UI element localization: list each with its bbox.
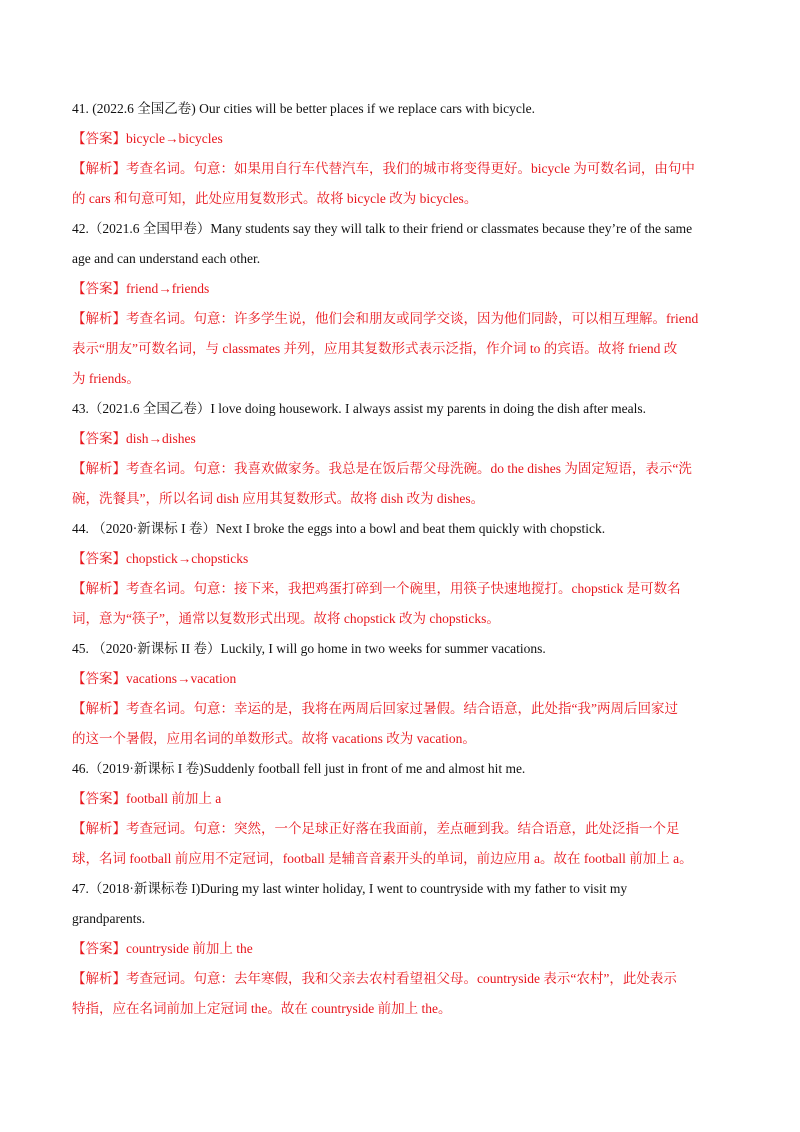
- question-block-41: [72, 94, 732, 214]
- question-47: [72, 874, 732, 934]
- explanation-45: [72, 694, 732, 754]
- explanation-46: [72, 814, 732, 874]
- question-41: [72, 94, 732, 124]
- question-block-47: [72, 874, 732, 1024]
- question-line: 43.（2021.6 全国乙卷）I love doing housework. I always assist my parents in doing the dish after meals.: [72, 401, 647, 416]
- explanation-line: 【解析】考查名词。句意：许多学生说，他们会和朋友或同学交谈，因为他们同龄，可以相互理解。friend: [72, 311, 699, 326]
- answer-44: 【答案】chopstick→chopsticks: [72, 551, 249, 566]
- explanation-44: [72, 574, 732, 634]
- question-46: [72, 754, 732, 784]
- question-block-42: [72, 214, 732, 394]
- explanation-line: 的 cars 和句意可知，此处应用复数形式。故将 bicycle 改为 bicycles。: [72, 191, 478, 206]
- question-line: 45. （2020·新课标 II 卷）Luckily, I will go home in two weeks for summer vacations.: [72, 641, 546, 656]
- explanation-line: 【解析】考查冠词。句意：去年寒假，我和父亲去农村看望祖父母。countryside 表示“农村”，此处表示: [72, 971, 677, 986]
- question-line: 41. (2022.6 全国乙卷) Our cities will be better places if we replace cars with bicycle.: [72, 101, 535, 116]
- explanation-line: 特指，应在名词前加上定冠词 the。故在 countryside 前加上 the。: [72, 1001, 452, 1016]
- question-line: 42.（2021.6 全国甲卷）Many students say they will talk to their friend or classmates because they’re of the same: [72, 221, 693, 236]
- answer-47: 【答案】countryside 前加上 the: [72, 941, 253, 956]
- question-line: 47.（2018·新课标卷 I)During my last winter holiday, I went to countryside with my father to visit my: [72, 881, 628, 896]
- explanation-line: 【解析】考查名词。句意：如果用自行车代替汽车，我们的城市将变得更好。bicycle 为可数名词，由句中: [72, 161, 695, 176]
- explanation-line: 的这一个暑假，应用名词的单数形式。故将 vacations 改为 vacation。: [72, 731, 476, 746]
- question-line: age and can understand each other.: [72, 251, 261, 266]
- explanation-line: 碗，洗餐具”，所以名词 dish 应用其复数形式。故将 dish 改为 dishes。: [72, 491, 485, 506]
- answer-43: 【答案】dish→dishes: [72, 431, 196, 446]
- explanation-47: [72, 964, 732, 1024]
- question-43: [72, 394, 732, 424]
- explanation-43: [72, 454, 732, 514]
- answer-46: 【答案】football 前加上 a: [72, 791, 222, 806]
- explanation-line: 【解析】考查冠词。句意：突然，一个足球正好落在我面前，差点砸到我。结合语意，此处泛指一个足: [72, 821, 680, 836]
- explanation-line: 球，名词 football 前应用不定冠词，football 是辅音音素开头的单词，前边应用 a。故在 football 前加上 a。: [72, 851, 693, 866]
- answer-45: 【答案】vacations→vacation: [72, 671, 237, 686]
- explanation-line: 词，意为“筷子”，通常以复数形式出现。故将 chopstick 改为 chopsticks。: [72, 611, 500, 626]
- explanation-line: 为 friends。: [72, 371, 140, 386]
- document-page: [72, 94, 732, 1024]
- question-44: [72, 514, 732, 544]
- explanation-41: [72, 154, 732, 214]
- explanation-line: 【解析】考查名词。句意：幸运的是，我将在两周后回家过暑假。结合语意，此处指“我”两周后回家过: [72, 701, 678, 716]
- explanation-line: 表示“朋友”可数名词，与 classmates 并列，应用其复数形式表示泛指，作介词 to 的宾语。故将 friend 改: [72, 341, 678, 356]
- explanation-42: [72, 304, 732, 394]
- question-line: 44. （2020·新课标 I 卷）Next I broke the eggs into a bowl and beat them quickly with chopstick.: [72, 521, 606, 536]
- explanation-line: 【解析】考查名词。句意：我喜欢做家务。我总是在饭后帮父母洗碗。do the dishes 为固定短语，表示“洗: [72, 461, 692, 476]
- question-45: [72, 634, 732, 664]
- question-block-46: [72, 754, 732, 874]
- question-block-43: [72, 394, 732, 514]
- answer-42: 【答案】friend→friends: [72, 281, 210, 296]
- explanation-line: 【解析】考查名词。句意：接下来，我把鸡蛋打碎到一个碗里，用筷子快速地搅打。chopstick 是可数名: [72, 581, 681, 596]
- question-line: grandparents.: [72, 911, 146, 926]
- question-42: [72, 214, 732, 274]
- question-block-44: [72, 514, 732, 634]
- answer-41: 【答案】bicycle→bicycles: [72, 131, 223, 146]
- question-block-45: [72, 634, 732, 754]
- question-line: 46.（2019·新课标 I 卷)Suddenly football fell just in front of me and almost hit me.: [72, 761, 526, 776]
